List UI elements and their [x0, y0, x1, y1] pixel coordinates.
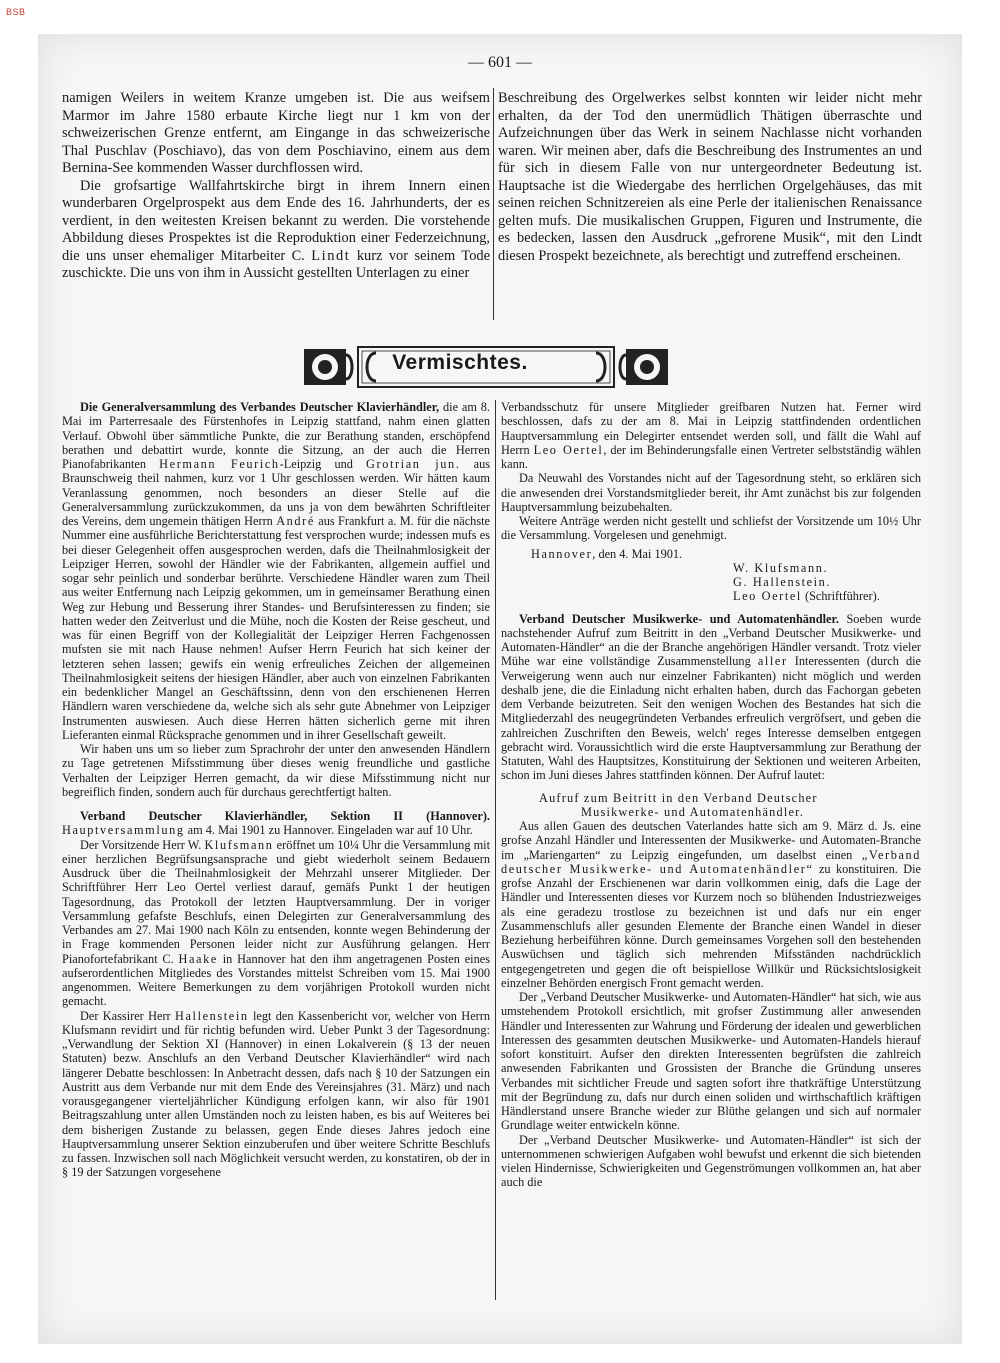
aufruf-title-line: Musikwerke- und Automatenhändler.	[581, 804, 804, 819]
article-heading: Die Generalversammlung des Verbandes Deutscher Klavierhändler,	[80, 400, 440, 414]
person-name: André	[276, 514, 315, 528]
text: in Hannover hat den ihm angetragenen Posten eines aufserordentlichen Mitgliedes des Vorstandes mittelst Schreiben vom 15. Mai 1900 angenommen. Weitere Bemerkungen zu dem vorjährigen Protokoll wurden nicht gemacht.	[62, 951, 490, 1009]
signature	[501, 589, 921, 603]
person-name: Klufsmann	[204, 837, 274, 852]
article-heading: Verband Deutscher Klavierhändler, Sektion II (Hannover).	[80, 809, 490, 823]
paragraph	[501, 400, 921, 471]
top-left-column	[62, 90, 490, 283]
text: eröffnet um 10¼ Uhr die Versammlung mit einer herzlichen Begrüfsungsansprache und giebt wiederholt seinem Bedauern Ausdruck über die Theilnahmlosigkeit der Mehrzahl unserer Mitglieder. Der Schriftführer Herr Leo Oertel verliest darauf, gemäfs Punkt 1 der heutigen Tagesordnung, das Protokoll der letzten Hauptversammlung. Der in voriger Versammlung gefafste Beschlufs, einen Delegirten zur Generalversammlung des Verbandes am 27. Mai 1900 nach Köln zu entsenden, konnte wegen Behinderung der in Frage kommenden Personen leider nicht zur Ausführung gelangen. Herr Pianofortefabrikant C.	[62, 837, 491, 966]
text: Aus allen Gauen des deutschen Vaterlandes hatte sich am 9. März d. Js. eine grofse Anzahl Händler und Interessenten der Musikwerke- und Automaten-Branche im „Mariengarten“ zu Leipzig eingefunden, um daselbst einen	[501, 819, 921, 862]
text: die am 8. Mai im Parterresaale des Fürstenhofes in Leipzig stattfand, nahm einen glatten Verlauf. Obwohl über sämmtliche Punkte, die zur Berathung standen, erschöpfend berathen und debattirt wurde, konnte die Sitzung, an der auch die Herren Pianofabrikanten	[62, 400, 490, 471]
library-stamp: BSB	[6, 7, 26, 17]
paragraph: Der „Verband Deutscher Musikwerke- und Automaten-Händler“ hat sich, wie aus umstehendem Protokoll ersichtlich, mit grofser Zustimmung aller anwesenden Händler und Interessenten zur Wahrung und Förderung der idealen und gewerblichen Interessen des gesammten deutschen Musikwerke- und Automaten-Handels hierauf sofort konstituirt. Aufser den direkten Interessenten begrüfsten die zahlreich anwesenden Fabrikanten und Grossisten der Branche die Gründung unseres Verbandes mit sichtlicher Freude und sagten sofort ihre thatkräftige Unterstützung mit der Begründung zu, dafs nur durch einen soliden und wirthschaftlich kräftigen Händlerstand unsere Branche wieder zur Blüthe gelangen und sich auf normaler Grundlage weiter entwickeln könne.	[501, 990, 921, 1133]
page-number: — 601 —	[468, 54, 532, 71]
person-name: Haake	[178, 951, 218, 966]
text: legt den Kassenbericht vor, welcher von Herrn Klufsmann revidirt und für richtig befunden wird. Ueber Punkt 3 der Tagesordnung: „Verwandlung der Sektion XI (Hannover) in einen Lokalverein (§ 13 der neuen Statuten) bezw. Anschlufs an den Verband Deutscher Klavierhändler“ wird nach längerer Debatte beschlossen: In Anbetracht dessen, dafs nach § 10 der Satzungen ein Austritt aus dem Verbande nur mit dem Ende des Vereinsjahres (31. März) und nach vorausgegangener vierteljährlicher Kündigung erfolgen kann, wir also für 1901 Beitragszahlung unter allen Umständen noch zu leisten haben, es bis auf Weiteres bei dem bisherigen Zustande zu belassen, gegen Ende dieses Jahres jedoch eine Hauptversammlung unserer Sektion einzuberufen und über weitere Schritte Beschlufs zu fassen. Inzwischen soll nach Möglichkeit versucht werden, zu konstatiren, ob der in § 19 der Satzungen vorgesehene	[62, 1008, 490, 1180]
bottom-right-column	[501, 400, 921, 1190]
paragraph	[501, 819, 921, 990]
paragraph	[62, 400, 490, 742]
column-divider	[495, 400, 496, 1300]
text: Hauptversammlung	[62, 823, 185, 838]
paragraph	[62, 1009, 490, 1180]
text: Der Vorsitzende Herr W.	[80, 837, 202, 852]
paragraph	[62, 178, 490, 283]
paragraph	[501, 612, 921, 783]
paragraph: Da Neuwahl des Vorstandes nicht auf der Tagesordnung steht, so erklären sich die anwesenden drei Vorstandsmitglieder bereit, ihr Amt zunächst bis zur folgenden Hauptversammlung beizubehalten.	[501, 471, 921, 514]
text: , der im Behinderungsfalle einen Vertreter selbstständig wählen kann.	[501, 442, 921, 471]
text: kurz vor seinem Tode zuschickte. Die uns von ihm in Aussicht gestellten Unterlagen zu einer	[62, 247, 490, 281]
signature: W. Klufsmann.	[733, 560, 829, 575]
person-name: Leo Oertel	[533, 442, 604, 457]
text: aus Frankfurt a. M. für die nächste Nummer eine ausführliche Berichterstattung fest versprochen wurde; indessen mufs es bei dieser Gelegenheit offen ausgesprochen werden, dafs die Theilnahmlosigkeit der Leipziger Herren, sowohl der Händler wie der Fabrikanten, allgemein auffiel und sogar sehr peinlich und sonderbar berührte. Verschiedene Händler waren zum Theil aus weiter Entfernung nach Leipzig gekommen, um in gemeinsamer Berathung einen Weg zur Hebung und Besserung ihrer Standes- und Berufsinteressen zu finden; sie hatten weder den Zeitverlust und die Mühe, noch die Kosten der Reise gescheut, und was für einen Begriff von der Kollegialität der Leipziger Herren Fachgenossen mufsten sie mit nach Hause nehmen! Aufser Herrn Feurich hat sich keiner der letzteren sehen lassen; gewifs ein wenig erfreuliches Zeichen der allgemeinen Theilnahmlosigkeit seitens der hiesigen Händler, aber auch von einzelnen Fabrikanten ein bedenklicher Mangel an Geschäftssinn, denn von den erschienenen Herren Händlern waren verschiedene da, welche sich als sehr gute Abnehmer von Leipziger Instrumenten auswiesen. Auch diese Herren hätten sicherlich gerne mit ihren Lieferanten einmal Rücksprache genommen und in ihrer Gesellschaft geweilt.	[62, 514, 490, 742]
person-name: Hallenstein	[175, 1008, 249, 1023]
column-divider	[493, 88, 494, 320]
bottom-left-column	[62, 400, 490, 1180]
text: „Verband deutscher Musikwerke- und Automatenhändler“	[501, 847, 922, 876]
person-name: Hermann Feurich	[159, 457, 280, 471]
text: Der Kassirer Herr	[80, 1008, 171, 1023]
text: zu konstituiren. Die grofse Anzahl der Erschienenen war darin vollkommen einig, dafs die Lage der Händler und Interessenten dieses vor Kurzem noch so blühenden Industriezweiges als eine geradezu trostlose zu bezeichnen ist und dafs nur ein enger Zusammenschlufs aller gesunden Elemente der Branche einen Wandel in dieser Beziehung herbeiführen könne. Durch gemeinsames Vorgehen soll den bestehenden Auswüchsen und täglich sich mehrenden Mifsständen nachdrücklich entgegengetreten und gegen die oft beispiellose Willkür und Rücksichtslosigkeit einzelner Behörden energisch Front gemacht werden.	[501, 861, 921, 990]
text: aus Braunschweig theil nahmen, kurz vor 1 Uhr geschlossen werden. Wir hätten kaum Veranlassung genommen, noch besonders an dieser Stelle auf die Generalversammlung zurückzukommen, da uns ja von dem bewährten Schriftleiter des Vereins, dem ungemein thätigen Herrn	[62, 457, 491, 528]
person-name: Lindt	[311, 247, 351, 264]
text: , den 4. Mai 1901.	[592, 546, 683, 561]
top-right-column	[498, 90, 922, 265]
text: am 4. Mai 1901 zu Hannover. Eingeladen war auf 10 Uhr.	[187, 823, 473, 838]
paragraph: Wir haben uns um so lieber zum Sprachrohr der unter den anwesenden Händlern zu Tage getretenen Mifsstimmung über dieses wenig freundliche und gastliche Verhalten der Leipziger Herren gemacht, da wir diese Mifsstimmung nicht nur begreiflich finden, sondern auch für durchaus gerechtfertigt halten.	[62, 742, 490, 799]
section-title: Vermischtes.	[392, 351, 528, 374]
text: aller	[757, 654, 788, 669]
place-date	[501, 547, 921, 561]
text: -Leipzig und	[279, 457, 353, 471]
paragraph	[62, 809, 490, 838]
person-name: Leo Oertel	[733, 589, 802, 604]
place-name: Hannover	[531, 546, 593, 561]
ornament-right	[596, 349, 668, 385]
text: Soeben wurde nachstehender Aufruf zum Beitritt in den „Verband Deutscher Musikwerke- und Automaten-Händler“ an die der Branche angehörigen Händler versandt. Trotz vieler Mühe war eine vollständige Zusammenstellung	[501, 611, 921, 669]
text: Die grofsartige Wallfahrtskirche birgt in ihrem Innern einen wunderbaren Orgelprospekt aus dem Ende des 16. Jahrhunderts, der es verdient, in den weitesten Kreisen bekannt zu werden. Die vorstehende Abbildung dieses Prospektes ist die Reproduktion einer Federzeichnung, die uns unser ehemaliger Mitarbeiter C.	[62, 177, 490, 264]
paragraph: namigen Weilers in weitem Kranze umgeben ist. Die aus weifsem Marmor im Jahre 1580 erbaute Kirche liegt nur 1 km von der schweizerischen Grenze entfernt, am Eingange in das schweizerische Thal Puschlav (Poschiavo), das von dem Poschiavino, einem aus dem Bernina-See kommenden Wasser durchflossen wird.	[62, 90, 490, 176]
person-name: Grotrian jun.	[366, 457, 461, 471]
text: (Schriftführer).	[805, 589, 880, 604]
paragraph: Beschreibung des Orgelwerkes selbst konnten wir leider nicht mehr erhalten, da der Tod den unermüdlich Thätigen überraschte und Aufzeichnungen über das Werk in seinem Nachlasse nicht vorhanden waren. Wir meinen aber, dafs die Beschreibung des Instrumentes an und für sich in diesem Falle von nur untergeordneter Bedeutung ist. Hauptsache ist die Wiedergabe des herrlichen Orgelgehäuses, das mit seinen reichen Schnitzereien als eine Perle der italienischen Renaissance gelten mufs. Die musikalischen Gruppen, Figuren und Instrumente, die es bedecken, lassen den Ausdruck „gefrorene Musik“, mit den Lindt diesen Prospekt bezeichnete, als berechtigt und zutreffend erscheinen.	[498, 90, 922, 264]
paragraph	[62, 838, 490, 1009]
text: Interessenten (durch die Verweigerung wenn auch nur einzelner Fabrikanten) nicht möglich und werden deshalb jene, die die Einladung nicht erhalten haben, durch das Fachorgan gebeten dem Verbande beizutreten. Seit den wenigen Wochen des Bestandes hat sich die Mitgliederzahl des neugegründeten Verbandes erfreulich vergröfsert, und geben die zahlreichen Zuschriften den Beweis, welch' reges Interesse demselben entgegen gebracht wird. Voraussichtlich wird die erste Hauptversammlung zur Berathung der Statuten, Wahl des Hauptsitzes, Konstituirung der Sektionen und weiteren Arbeiten, schon im Juni dieses Jahres stattfinden können. Der Aufruf lautet:	[501, 654, 921, 783]
text: Verbandsschutz für unsere Mitglieder greifbaren Nutzen hat. Ferner wird beschlossen, dafs zu der am 8. Mai in Leipzig stattfindenden ordentlichen Hauptversammlung ein Delegirter entsendet werden soll, und fällt die Wahl auf Herrn	[501, 400, 921, 457]
article-heading: Verband Deutscher Musikwerke- und Automatenhändler.	[519, 611, 839, 626]
aufruf-title-line: Aufruf zum Beitritt in den Verband Deutscher	[539, 790, 818, 805]
signature: G. Hallenstein.	[733, 575, 832, 589]
paragraph: Weitere Anträge werden nicht gestellt und schliefst der Vorsitzende um 10½ Uhr die Versammlung. Vorgelesen und genehmigt.	[501, 514, 921, 543]
paragraph: Der „Verband Deutscher Musikwerke- und Automaten-Händler“ ist sich der unternommenen schwierigen Aufgaben wohl bewufst und erkennt die sich bietenden vielen Hindernisse, Schwierigkeiten und Gegenströmungen vollkommen an, hat aber auch die	[501, 1132, 921, 1190]
